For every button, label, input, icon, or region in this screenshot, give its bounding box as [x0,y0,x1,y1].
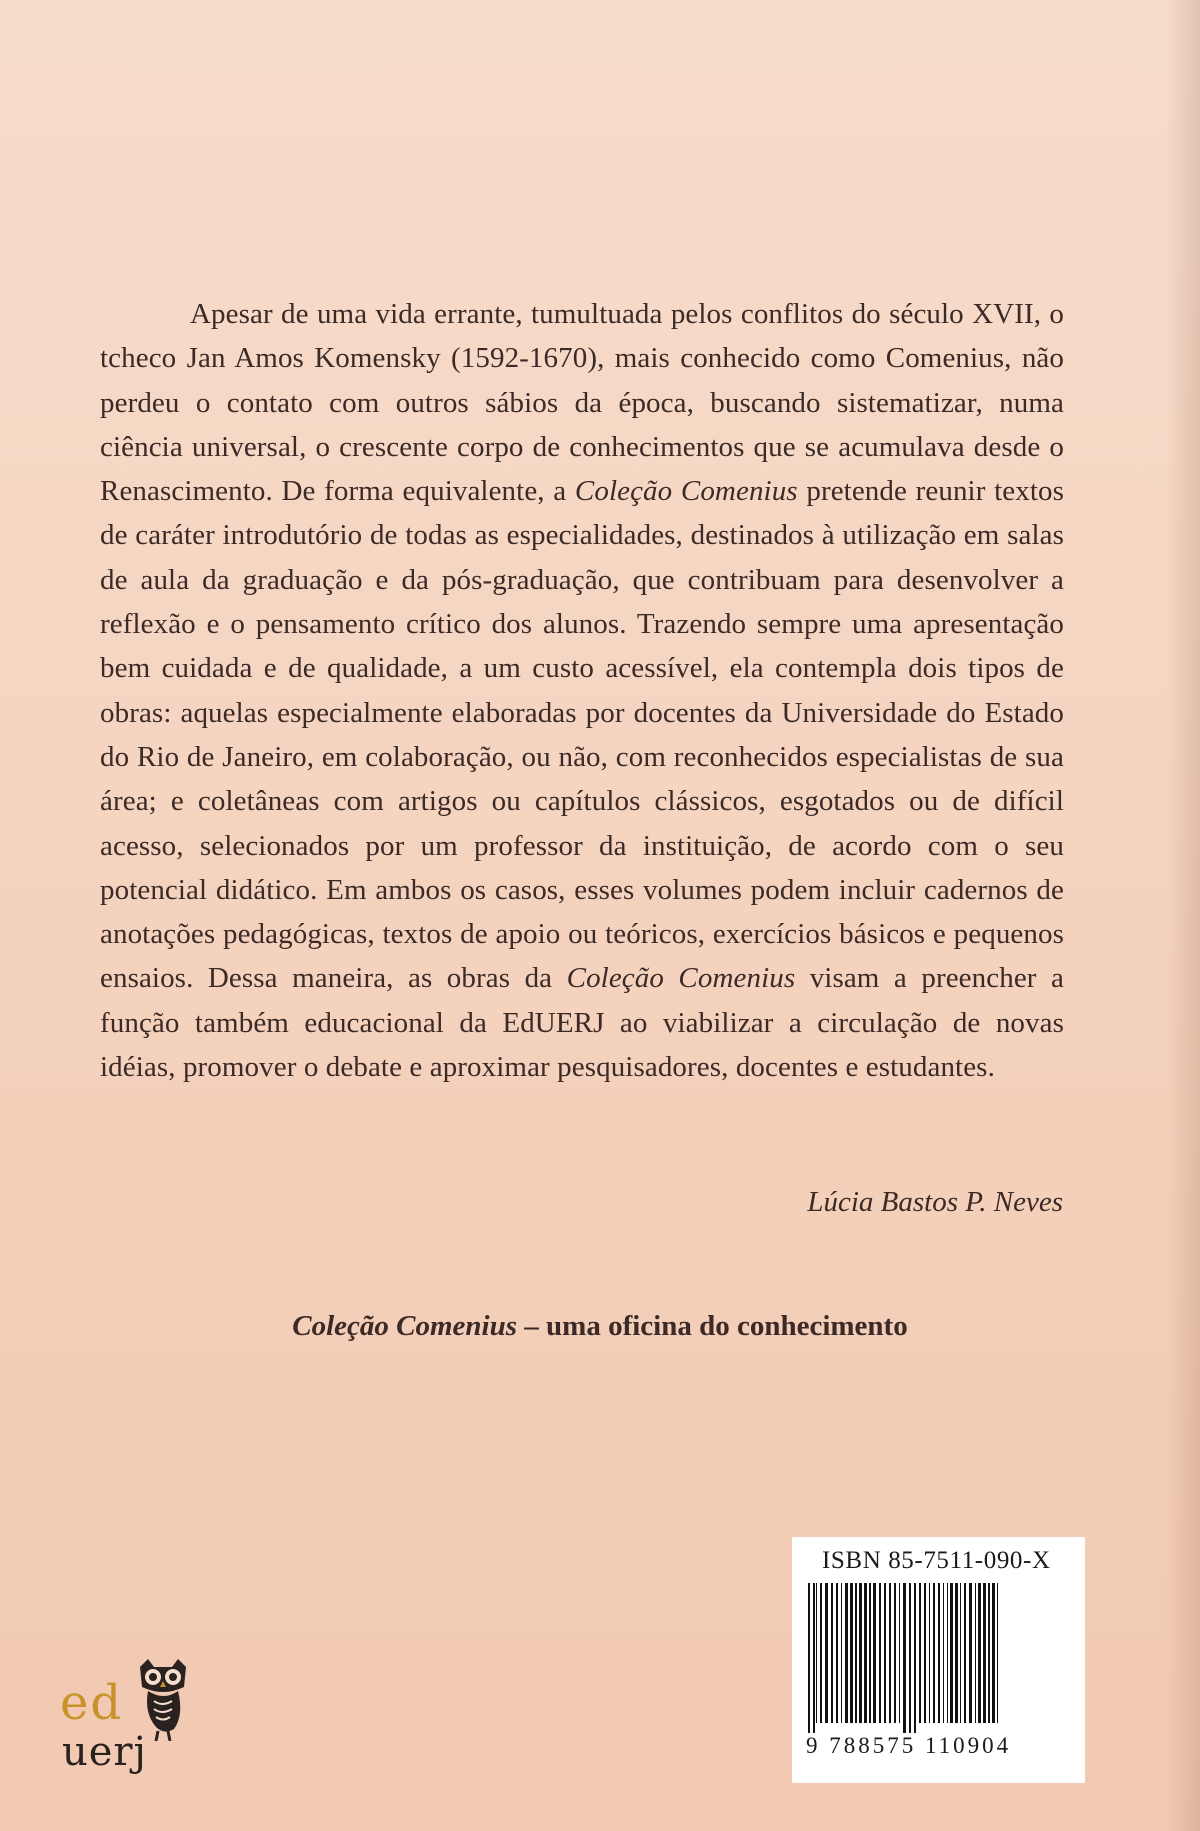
barcode-bar [914,1583,916,1733]
blurb-collection-title-2: Coleção Comenius [566,962,796,995]
barcode-bars [806,1583,1066,1733]
barcode-bar [850,1583,853,1723]
blurb-text-2: pretende reunir textos de caráter introdutório de todas as especialidades, destinados à utilização em salas de aula da graduação e da pós-graduação, que contribuam para desenvolver a reflexão e o pensamento crítico dos alunos. Trazendo sempre uma apresentação bem cuidada e de qualidade, a um custo acessível, ela contempla dois tipos de obras: aquelas especialmente elaboradas por docentes da Universidade do Estado do Rio de Janeiro, em colaboração, ou não, com reconhecidos especialistas de sua área; e coletâneas com artigos ou capítulos clássicos, esgotados ou de difícil acesso, selecionados por um professor da instituição, de acordo com o seu potencial didático. Em ambos os casos, esses volumes podem incluir cadernos de anotações pedagógicas, textos de apoio ou teóricos, exercícios básicos e pequenos ensaios. Dessa maneira, as obras da [100,475,1064,995]
barcode-bar [983,1583,986,1723]
isbn-number: ISBN 85-7511-090-X [822,1547,1051,1574]
barcode-bar [879,1583,881,1723]
barcode-bar [975,1583,976,1723]
tagline-collection-name: Coleção Comenius [292,1310,518,1342]
barcode-bar [903,1583,906,1733]
barcode-bar [899,1583,900,1723]
barcode-bar [894,1583,896,1723]
author-signature: Lúcia Bastos P. Neves [807,1186,1063,1218]
barcode-bar [873,1583,876,1723]
barcode-bar [955,1583,958,1723]
barcode-bar [816,1583,817,1723]
collection-tagline [0,1310,1200,1343]
barcode-bar [836,1583,838,1723]
barcode-bar [820,1583,822,1723]
barcode-bar [855,1583,857,1723]
barcode-bar [869,1583,871,1723]
barcode-bar [997,1583,998,1723]
blurb-collection-title-1: Coleção Comenius [574,475,798,508]
blurb-paragraph [100,292,1064,1089]
back-cover-blurb [100,292,1064,1089]
barcode-bar [864,1583,867,1723]
eduerj-logo [60,1655,200,1785]
barcode-bar [859,1583,862,1723]
barcode-bar [929,1583,930,1723]
barcode-bar [813,1583,815,1733]
blurb-text-3: visam a preencher a função também educacional da EdUERJ ao viabilizar a circulação de novas idéias, promover o debate e aproximar pesquisadores, docentes e estudantes. [100,962,1064,1084]
logo-ed-text: ed [60,1675,124,1731]
barcode-bar [950,1583,953,1723]
barcode-bar [924,1583,926,1723]
logo-uerj-text: uerj [62,1729,147,1775]
barcode-bar [889,1583,891,1723]
barcode-bar [964,1583,966,1723]
barcode-bar [960,1583,961,1723]
tagline-text: – uma oficina do conhecimento [517,1310,908,1342]
barcode-bar [933,1583,935,1723]
barcode-bar [831,1583,833,1723]
barcode-digits: 9 788575 110904 [806,1733,1012,1758]
barcode-bar [841,1583,842,1723]
barcode-bar [988,1583,990,1723]
barcode-bar [992,1583,995,1723]
barcode-bar [947,1583,948,1723]
barcode-bar [825,1583,828,1723]
barcode-bar [943,1583,944,1723]
isbn-barcode [792,1537,1085,1783]
spine-shadow [1166,0,1200,1831]
barcode-bar [808,1583,810,1733]
barcode-bar [938,1583,940,1723]
barcode-bar [969,1583,972,1723]
barcode-bar [884,1583,886,1723]
barcode-bar [909,1583,911,1733]
barcode-bar [919,1583,921,1723]
barcode-bar [978,1583,981,1723]
barcode-bar [845,1583,848,1723]
blurb-text-1: Apesar de uma vida errante, tumultuada pelos conflitos do século XVII, o tcheco Jan Amos Komensky (1592-1670), mais conhecido como Comenius, não perdeu o contato com outros sábios da época, buscando sistematizar, numa ciência universal, o crescente corpo de conhecimentos que se acumulava desde o Renascimento. De forma equivalente, a [100,298,1064,508]
